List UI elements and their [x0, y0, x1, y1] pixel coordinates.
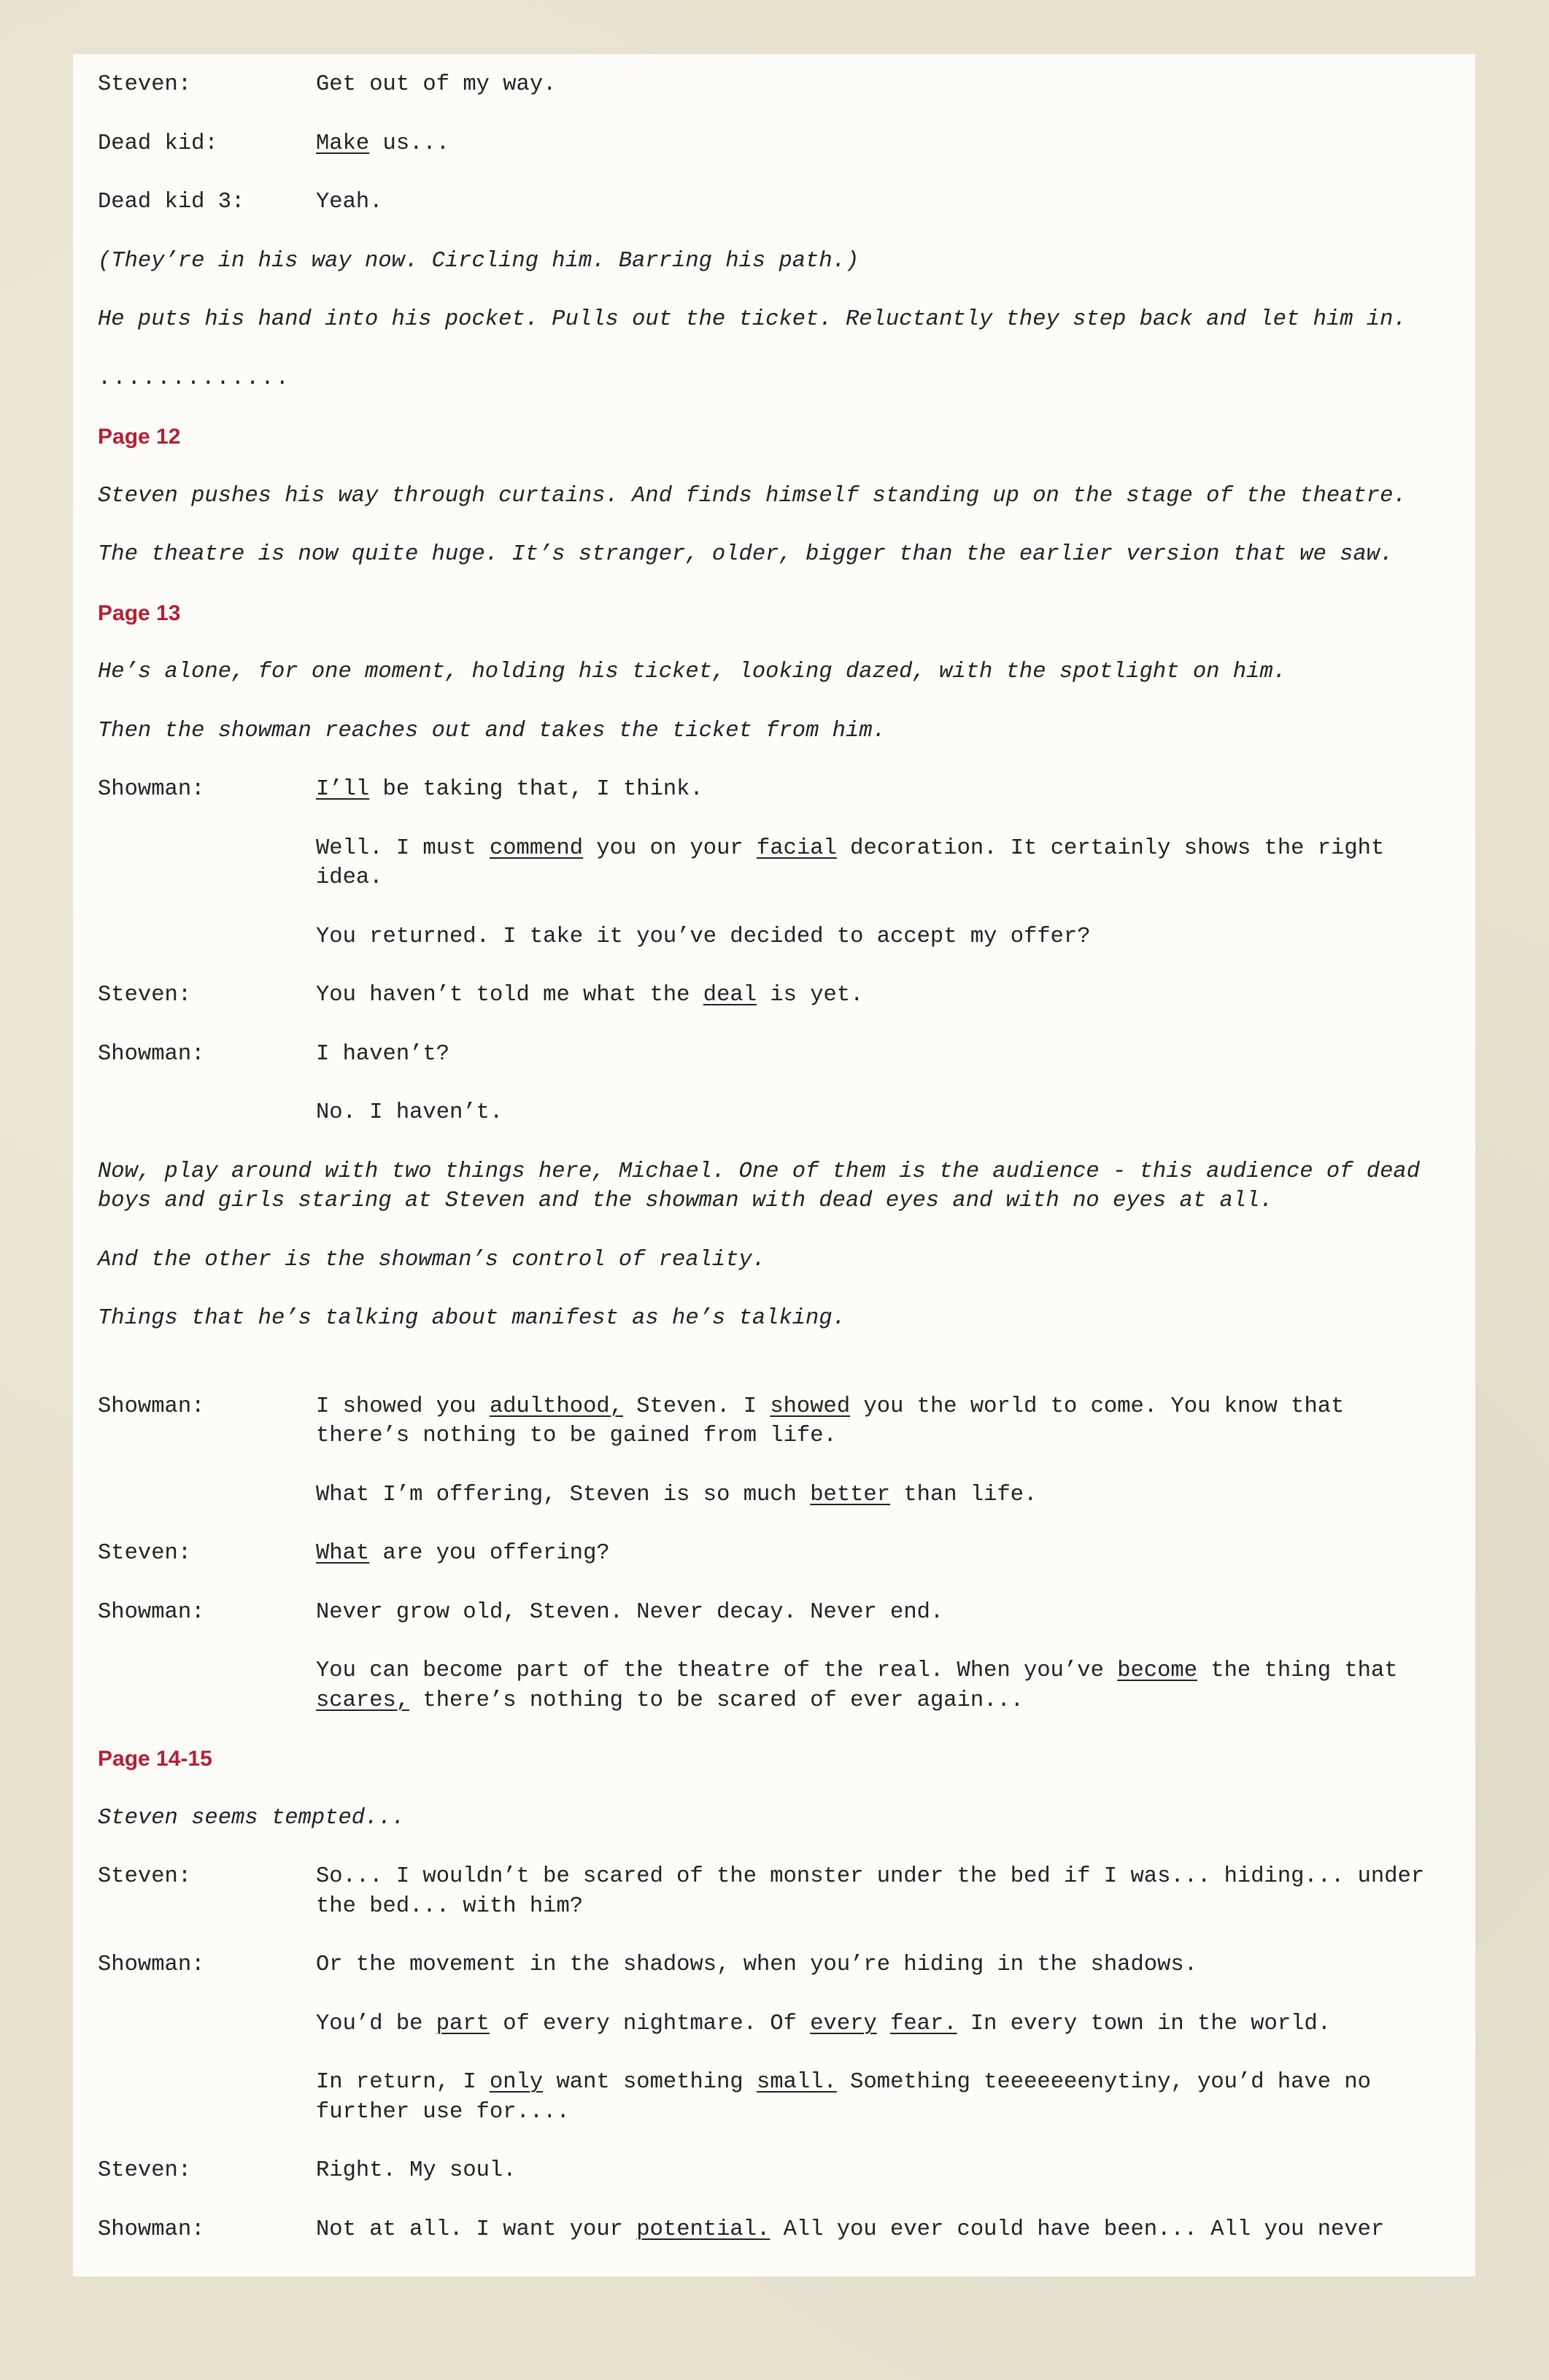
dialogue-continuation: Well. I must commend you on your facial decoration. It certainly shows the right idea.: [316, 835, 1385, 890]
underlined-word: I’ll: [316, 777, 370, 802]
underlined-word: adulthood,: [489, 1394, 623, 1419]
action-line: (They’re in his way now. Circling him. Barring his path.): [98, 248, 860, 274]
action-line: Steven seems tempted...: [98, 1805, 405, 1831]
dialogue-line: [98, 1950, 1475, 1980]
underlined-word: better: [810, 1482, 891, 1507]
speaker: Showman:: [98, 777, 205, 802]
dialogue-text: Get out of my way.: [316, 72, 557, 97]
speaker: Steven:: [98, 1864, 192, 1889]
dialogue-text: So... I wouldn’t be scared of the monster under the bed if I was... hiding... under the bed... with him?: [316, 1864, 1425, 1919]
dialogue-continuation: You returned. I take it you’ve decided to accept my offer?: [316, 924, 1091, 949]
action-line: He’s alone, for one moment, holding his ticket, looking dazed, with the spotlight on him.: [98, 660, 1286, 684]
dialogue-line: [98, 2215, 1475, 2245]
dialogue-text: You haven’t told me what the deal is yet.: [316, 983, 864, 1008]
dialogue-line: [98, 981, 1475, 1011]
underlined-word: only: [489, 2070, 544, 2095]
dialogue-continuation: No. I haven’t.: [316, 1100, 503, 1125]
dialogue-text: Never grow old, Steven. Never decay. Never end.: [316, 1599, 944, 1625]
dialogue-line: [98, 129, 1475, 159]
action-line: And the other is the showman’s control of reality.: [98, 1247, 766, 1272]
action-line: Then the showman reaches out and takes the ticket from him.: [98, 718, 886, 743]
speaker: Dead kid:: [98, 131, 218, 156]
speaker: Dead kid 3:: [98, 190, 245, 215]
speaker: Steven:: [98, 72, 192, 97]
dialogue-line: [98, 70, 1475, 100]
page-heading: Page 12: [98, 425, 181, 449]
dialogue-line: [98, 775, 1475, 805]
dialogue-continuation: In return, I only want something small. Something teeeeeeenytiny, you’d have no further use for....: [316, 2070, 1371, 2125]
underlined-word: commend: [489, 835, 584, 861]
speaker: Showman:: [98, 1394, 205, 1419]
dialogue-text: Not at all. I want your potential. All you ever could have been... All you never: [316, 2217, 1385, 2242]
action-line: He puts his hand into his pocket. Pulls out the ticket. Reluctantly they step back and let him in.: [98, 307, 1407, 332]
dialogue-line: [98, 1040, 1475, 1070]
dialogue-line: [98, 188, 1475, 217]
action-line: The theatre is now quite huge. It’s stranger, older, bigger than the earlier version that we saw.: [98, 542, 1394, 567]
dialogue-text: Or the movement in the shadows, when you’re hiding in the shadows.: [316, 1952, 1197, 1977]
speaker: Steven:: [98, 1541, 192, 1566]
action-line: Steven pushes his way through curtains. And finds himself standing up on the stage of the theatre.: [98, 483, 1407, 509]
dialogue-continuation: You can become part of the theatre of the real. When you’ve become the thing that scares, there’s nothing to be scared of ever again...: [316, 1658, 1398, 1713]
speaker: Showman:: [98, 1952, 205, 1977]
underlined-word: What: [316, 1541, 370, 1566]
underlined-word: deal: [703, 983, 757, 1008]
underlined-word: small.: [757, 2070, 837, 2095]
dialogue-line: [98, 1862, 1475, 1921]
dialogue-line: [98, 1392, 1475, 1451]
dialogue-text: Make us...: [316, 131, 450, 156]
underlined-word: fear.: [890, 2011, 957, 2036]
speaker: Steven:: [98, 983, 192, 1008]
dialogue-text: I showed you adulthood, Steven. I showed you the world to come. You know that there’s nothing to be gained from life.: [316, 1394, 1345, 1448]
underlined-word: scares,: [316, 1688, 410, 1713]
underlined-word: showed: [770, 1394, 851, 1419]
underlined-word: facial: [757, 835, 837, 861]
dialogue-line: [98, 1598, 1475, 1628]
script-page: [73, 54, 1475, 2276]
dialogue-text: Yeah.: [316, 190, 383, 215]
page-heading: Page 13: [98, 600, 181, 625]
page-heading: Page 14-15: [98, 1747, 212, 1771]
speaker: Showman:: [98, 1041, 205, 1067]
speaker: Showman:: [98, 1599, 205, 1625]
underlined-word: become: [1117, 1658, 1198, 1683]
speaker: Steven:: [98, 2158, 192, 2183]
speaker: Showman:: [98, 2217, 205, 2242]
dialogue-continuation: You’d be part of every nightmare. Of every fear. In every town in the world.: [316, 2011, 1332, 2036]
underlined-word: potential.: [636, 2217, 770, 2242]
separator: .............: [98, 366, 290, 391]
dialogue-text: What are you offering?: [316, 1541, 610, 1566]
action-line: Things that he’s talking about manifest as he’s talking.: [98, 1306, 846, 1331]
underlined-word: part: [436, 2011, 490, 2036]
action-line: Now, play around with two things here, Michael. One of them is the audience - this audience of dead boys and girls staring at Steven and the showman with dead eyes and with no eyes at all.: [98, 1159, 1420, 1213]
dialogue-text: I haven’t?: [316, 1041, 450, 1067]
dialogue-continuation: What I’m offering, Steven is so much better than life.: [316, 1482, 1038, 1507]
underlined-word: every: [810, 2011, 877, 2036]
dialogue-text: I’ll be taking that, I think.: [316, 777, 703, 802]
dialogue-line: [98, 2156, 1475, 2186]
underlined-word: Make: [316, 131, 370, 156]
dialogue-line: [98, 1539, 1475, 1569]
dialogue-text: Right. My soul.: [316, 2158, 517, 2183]
